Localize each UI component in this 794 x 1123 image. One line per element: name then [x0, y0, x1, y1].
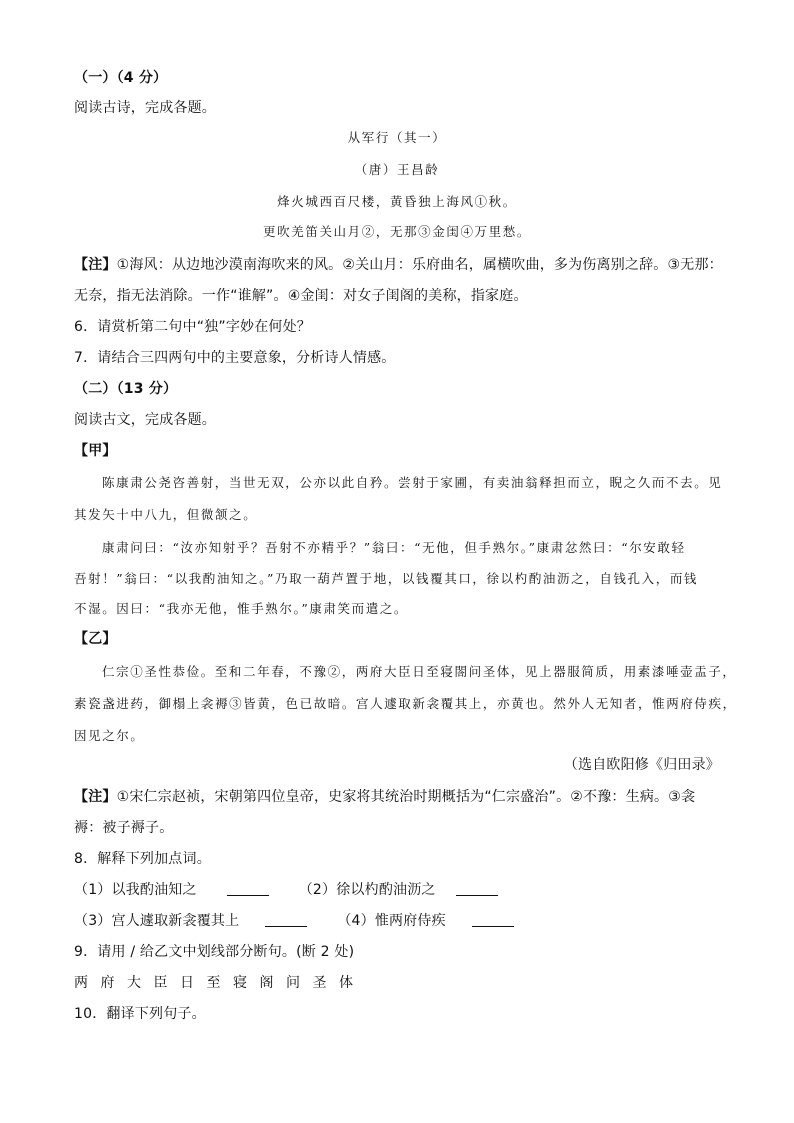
note-text-2: ①宋仁宗赵祯，宋朝第四位皇帝，史家将其统治时期概括为“仁宗盛治”。②不豫：生病。③衾 [116, 789, 696, 805]
question-8: 8．解释下列加点词。 [74, 851, 211, 867]
question-8-row-1 [74, 880, 720, 900]
source-citation: （选自欧阳修《归田录》 [563, 757, 720, 773]
poem-line-2: 更吹羌笛关山月②，无那③金闺④万里愁。 [263, 224, 531, 239]
q8-item-3: （3）宫人遽取新衾覆其上 [74, 913, 240, 929]
yi-label: 【乙】 [74, 631, 117, 647]
question-6: 6．请赏析第二句中“独”字妙在何处？ [74, 319, 312, 335]
q8-item-2: （2）徐以杓酌油沥之 [298, 882, 436, 898]
jia-paragraph-2-line-1: 康肃问曰：“汝亦知射乎？吾射不亦精乎？”翁曰：“无他，但手熟尔。”康肃忿然曰：“尔安敢轻 [102, 540, 686, 555]
yi-line-1: 仁宗①圣性恭俭。至和二年春，不豫②，两府大臣日至寝閤问圣体，见上器服简质，用素漆唾壶盂子， [102, 664, 737, 679]
q8-item-4: （4）惟两府侍疾 [337, 913, 446, 929]
poem-title: 从军行（其一） [347, 130, 447, 145]
yi-line-2: 素瓷盏进药，御榻上衾褥③皆黄，色已故暗。宫人遽取新衾覆其上，亦黄也。然外人无知者，惟两府侍疾， [74, 696, 737, 711]
answer-blank-2[interactable] [456, 881, 498, 896]
jia-paragraph-2-line-3: 不湿。因曰：“我亦无他，惟手熟尔。”康肃笑而遣之。 [74, 601, 409, 616]
question-8-row-2 [74, 911, 720, 931]
question-10: 10．翻译下列句子。 [74, 1006, 206, 1022]
jia-paragraph-2-line-2: 吾射！”翁曰：“以我酌油知之。”乃取一葫芦置于地，以钱覆其口，徐以杓酌油沥之，自钱孔入，而钱 [74, 571, 699, 586]
poem-line-1: 烽火城西百尺楼，黄昏独上海风①秋。 [277, 194, 517, 209]
answer-blank-3[interactable] [265, 912, 307, 927]
question-7: 7．请结合三四两句中的主要意象，分析诗人情感。 [74, 350, 396, 366]
answer-blank-1[interactable] [227, 881, 269, 896]
answer-blank-4[interactable] [472, 912, 514, 927]
note-text: ①海风：从边地沙漠南海吹来的风。②关山月：乐府曲名，属横吹曲，多为伤离别之辞。③无那： [116, 257, 723, 273]
q8-item-1: （1）以我酌油知之 [74, 882, 197, 898]
section1-heading: （一）（4 分） [74, 70, 168, 86]
note-label-2: 【注】 [74, 789, 117, 805]
jia-label: 【甲】 [74, 443, 117, 459]
poem-note-line-1 [74, 255, 723, 275]
yi-line-3: 因见之尔。 [74, 728, 145, 743]
poem-author: （唐）王昌龄 [354, 162, 440, 177]
jia-paragraph-1-line-1: 陈康肃公尧咨善射，当世无双，公亦以此自矜。尝射于家圃，有卖油翁释担而立，睨之久而不去。见 [102, 475, 723, 490]
section2-heading: （二）（13 分） [74, 381, 178, 397]
poem-note-line-2: 无奈，指无法消除。一作“谁解”。④金闺：对女子闺阁的美称，指家庭。 [74, 288, 528, 304]
section1-instruction: 阅读古诗，完成各题。 [74, 100, 216, 116]
section2-instruction: 阅读古文，完成各题。 [74, 412, 216, 428]
yi-note-line-2: 褥：被子褥子。 [74, 820, 174, 836]
question-9: 9．请用 / 给乙文中划线部分断句。(断 2 处) [74, 944, 355, 960]
yi-note-line-1 [74, 787, 720, 807]
note-label: 【注】 [74, 257, 117, 273]
jia-paragraph-1-line-2: 其发矢十中八九，但微颔之。 [74, 507, 258, 522]
question-9-text: 两府大臣日至寝阁问圣体 [74, 975, 366, 991]
